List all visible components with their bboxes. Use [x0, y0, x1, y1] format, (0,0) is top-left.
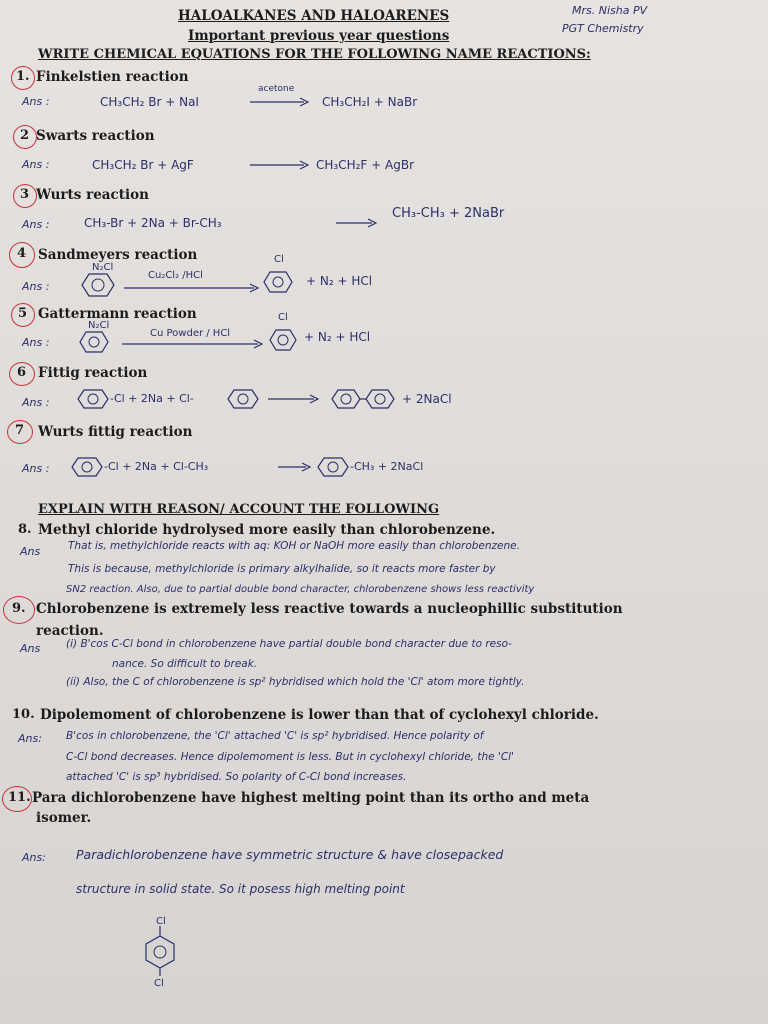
- question-number: 8.: [18, 522, 32, 537]
- reaction-number: 2: [20, 128, 30, 143]
- question-text: Dipolemoment of chlorobenzene is lower than that of cyclohexyl chloride.: [40, 707, 599, 723]
- structure-label-top: Cl: [156, 916, 166, 927]
- product-substituent: Cl: [278, 312, 288, 323]
- answer-label: Ans: [20, 545, 41, 558]
- reaction-rhs: + N₂ + HCl: [304, 330, 371, 344]
- reaction-title: Wurts reaction: [36, 187, 149, 203]
- arrow-condition: Cu₂Cl₂ /HCl: [148, 270, 203, 281]
- reaction-title: Wurts fittig reaction: [38, 424, 193, 440]
- question-number: 9.: [12, 601, 26, 616]
- reaction-title: Swarts reaction: [36, 128, 155, 144]
- reaction-rhs: + 2NaCl: [402, 392, 452, 406]
- reaction-title: Fittig reaction: [38, 365, 148, 381]
- answer-line: attached 'C' is sp³ hybridised. So polarity of C-Cl bond increases.: [66, 771, 407, 783]
- reaction-rhs: CH₃CH₂F + AgBr: [316, 158, 415, 172]
- benzene-ring-icon: [70, 456, 104, 478]
- p-dichlorobenzene-structure-icon: [142, 926, 178, 976]
- reaction-number: 5: [18, 306, 28, 321]
- arrow-condition: Cu Powder / HCl: [150, 328, 231, 339]
- reaction-arrow: [122, 338, 268, 350]
- answer-label: Ans :: [22, 462, 50, 475]
- answer-label: Ans :: [22, 396, 50, 409]
- structure-label-bottom: Cl: [154, 978, 164, 989]
- answer-line: SN2 reaction. Also, due to partial double bond character, chlorobenzene shows less reactivity: [66, 584, 535, 595]
- section-heading-explain: EXPLAIN WITH REASON/ ACCOUNT THE FOLLOWING: [38, 502, 440, 517]
- author-name: Mrs. Nisha PV: [572, 4, 648, 17]
- reaction-rhs: -CH₃ + 2NaCl: [350, 460, 424, 473]
- reaction-arrow: [336, 217, 380, 229]
- reaction-number: 6: [17, 365, 27, 380]
- reaction-arrow: [278, 461, 314, 473]
- answer-line: C-Cl bond decreases. Hence dipolemoment is less. But in cyclohexyl chloride, the 'Cl': [66, 751, 514, 763]
- reaction-arrow: [250, 96, 310, 108]
- reaction-lhs: CH₃-Br + 2Na + Br-CH₃: [84, 216, 222, 230]
- question-number: 10.: [12, 707, 35, 722]
- reaction-arrow: [268, 393, 322, 405]
- answer-label: Ans :: [22, 95, 50, 108]
- answer-label: Ans :: [22, 336, 50, 349]
- answer-label: Ans :: [22, 158, 50, 171]
- answer-line: That is, methylchloride reacts with aq: KOH or NaOH more easily than chlorobenzene.: [68, 540, 520, 552]
- benzene-ring-icon: [226, 388, 260, 410]
- reaction-rhs: + N₂ + HCl: [306, 274, 373, 288]
- reaction-lhs: -Cl + 2Na + Cl-: [110, 392, 194, 405]
- reaction-number: 3: [20, 187, 30, 202]
- answer-line: structure in solid state. So it posess high melting point: [76, 882, 405, 896]
- diazonium-group: N₂Cl: [92, 262, 114, 273]
- benzene-ring-icon: [262, 270, 294, 294]
- benzene-ring-icon: [78, 330, 110, 354]
- page-title: HALOALKANES AND HALOARENES: [178, 8, 450, 24]
- reaction-rhs: CH₃CH₂I + NaBr: [322, 95, 418, 109]
- reaction-lhs: -Cl + 2Na + Cl-CH₃: [104, 460, 209, 473]
- question-text-continuation: isomer.: [36, 810, 92, 826]
- reaction-title: Sandmeyers reaction: [38, 247, 198, 263]
- reaction-number: 4: [17, 246, 27, 261]
- answer-line: Paradichlorobenzene have symmetric structure & have closepacked: [76, 847, 504, 862]
- question-text: Para dichlorobenzene have highest melting point than its ortho and meta: [32, 790, 590, 806]
- author-designation: PGT Chemistry: [562, 22, 644, 35]
- reaction-title: Gattermann reaction: [38, 306, 197, 322]
- answer-line: This is because, methylchloride is primary alkylhalide, so it reacts more faster by: [68, 563, 496, 575]
- answer-line: (i) B'cos C-Cl bond in chlorobenzene have partial double bond character due to reso-: [66, 638, 512, 650]
- benzene-ring-icon: [268, 328, 298, 352]
- answer-label: Ans: [20, 642, 41, 655]
- answer-line: nance. So difficult to break.: [112, 658, 258, 670]
- arrow-condition: acetone: [258, 84, 295, 94]
- benzene-ring-icon: [76, 388, 110, 410]
- diazonium-group: N₂Cl: [88, 320, 110, 331]
- answer-label: Ans:: [22, 851, 46, 864]
- benzene-ring-icon: [316, 456, 350, 478]
- question-text: Methyl chloride hydrolysed more easily than chlorobenzene.: [38, 522, 496, 538]
- question-text-continuation: reaction.: [36, 623, 104, 639]
- reaction-lhs: CH₃CH₂ Br + NaI: [100, 95, 199, 109]
- reaction-number: 7: [15, 423, 25, 438]
- answer-label: Ans :: [22, 218, 50, 231]
- answer-label: Ans:: [18, 732, 42, 745]
- section-heading-reactions: WRITE CHEMICAL EQUATIONS FOR THE FOLLOWING NAME REACTIONS:: [38, 47, 591, 62]
- answer-label: Ans :: [22, 280, 50, 293]
- reaction-title: Finkelstien reaction: [36, 69, 189, 85]
- answer-line: (ii) Also, the C of chlorobenzene is sp² hybridised which hold the 'Cl' atom more tightly.: [66, 676, 525, 688]
- question-text: Chlorobenzene is extremely less reactive towards a nucleophillic substitution: [36, 601, 623, 617]
- reaction-arrow: [250, 159, 310, 171]
- question-number: 11.: [8, 790, 31, 805]
- page-subtitle: Important previous year questions: [188, 28, 450, 44]
- answer-line: B'cos in chlorobenzene, the 'Cl' attached 'C' is sp² hybridised. Hence polarity of: [66, 730, 484, 742]
- benzene-ring-icon: [80, 272, 116, 298]
- reaction-arrow: [124, 282, 264, 294]
- reaction-rhs: CH₃-CH₃ + 2NaBr: [392, 206, 505, 221]
- biphenyl-icon: [330, 388, 396, 410]
- reaction-number: 1.: [16, 69, 30, 84]
- reaction-lhs: CH₃CH₂ Br + AgF: [92, 158, 194, 172]
- product-substituent: Cl: [274, 254, 284, 265]
